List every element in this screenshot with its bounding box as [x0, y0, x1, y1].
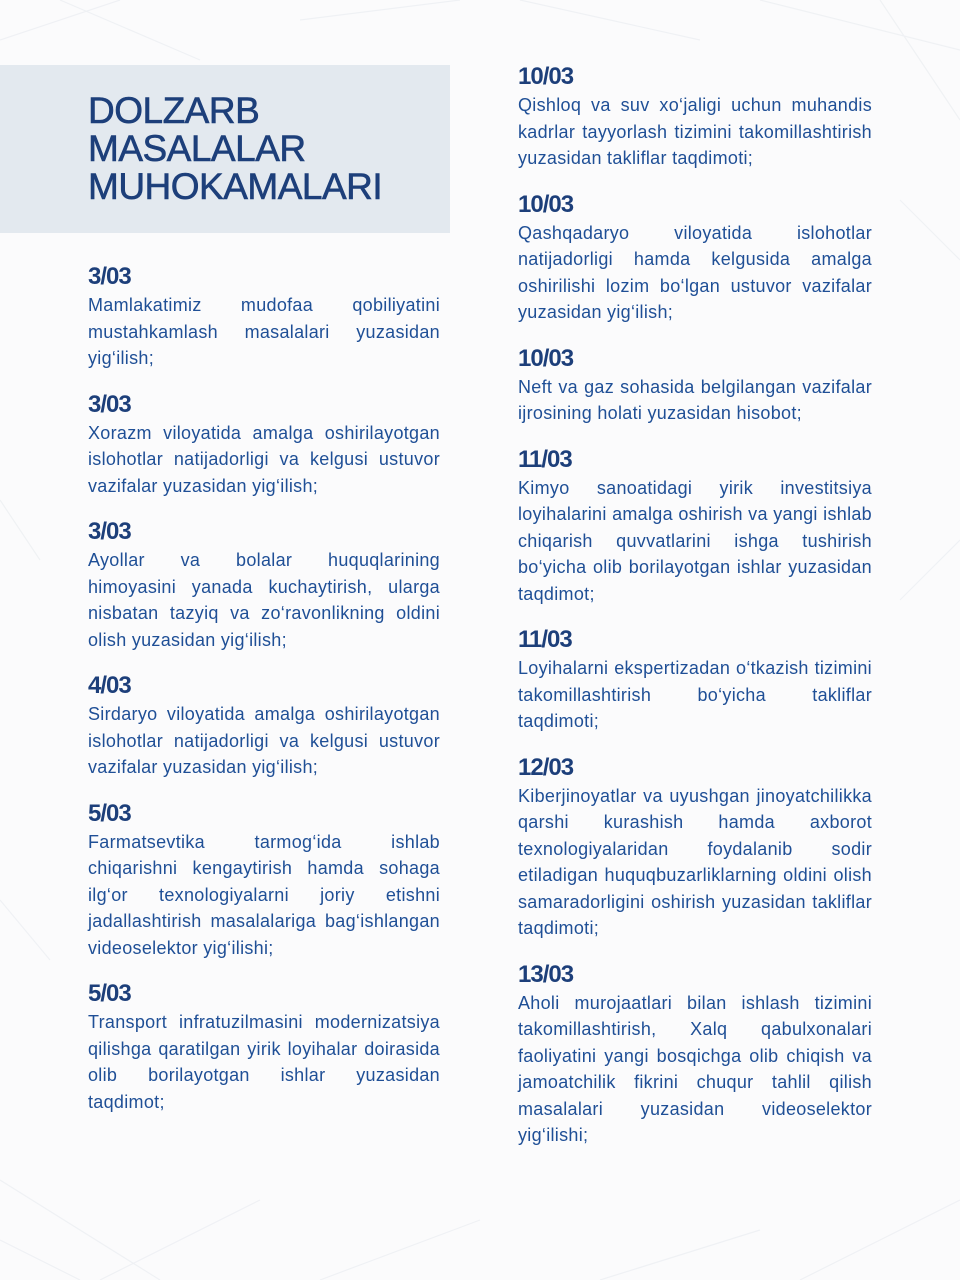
event-text: Aholi murojaatlari bilan ishlash tizimini takomillashtirish, Xalq qabulxonalari faoliyatini yangi bosqichga olib chiqish va jamoatchilik fikrini chuqur tahlil qilish masalalari yuzasidan videoselektor yig‘ilishi;	[518, 992, 872, 1145]
event-item	[88, 799, 440, 962]
event-date: 3/03	[88, 390, 131, 418]
event-date: 11/03	[518, 626, 572, 653]
event-item	[88, 262, 440, 372]
event-date: 4/03	[88, 672, 131, 699]
event-date: 13/03	[518, 960, 574, 988]
event-date: 10/03	[518, 190, 574, 218]
event-date: 12/03	[518, 753, 574, 781]
event-date: 5/03	[88, 980, 131, 1007]
event-item	[518, 445, 872, 608]
event-text: Neft va gaz sohasida belgilangan vazifalar ijrosining holati yuzasidan hisobot;	[518, 376, 872, 423]
event-date: 5/03	[88, 799, 131, 827]
event-text: Kiberjinoyatlar va uyushgan jinoyatchilikka qarshi kurashish hamda axborot texnologiyalaridan foydalanib sodir etiladigan huquqbuzarliklarning oldini olish samaradorligini oshirish yuzasidan takliflar taqdimoti;	[518, 785, 872, 938]
event-date: 3/03	[88, 518, 131, 545]
event-date: 3/03	[88, 263, 131, 290]
event-text: Qashqadaryo viloyatida islohotlar natijadorligi hamda kelgusida amalga oshirilishi lozim bo‘lgan ustuvor vazifalar yuzasidan yig‘ilish;	[518, 222, 872, 322]
event-date: 10/03	[518, 63, 574, 90]
event-item	[88, 390, 440, 500]
right-column	[518, 62, 872, 1167]
event-item	[88, 979, 440, 1115]
title-line: MUHOKAMALARI	[88, 166, 383, 207]
event-text: Ayollar va bolalar huquqlarining himoyasini yanada kuchaytirish, ularga nisbatan tazyiq va zo‘ravonlikning oldini olish yuzasidan yig‘ilish;	[88, 550, 440, 650]
event-item	[518, 960, 872, 1149]
event-item	[518, 625, 872, 735]
event-text: Loyihalarni ekspertizadan o‘tkazish tizimini takomillashtirish bo‘yicha takliflar taqdimoti;	[518, 658, 872, 731]
event-item	[88, 517, 440, 653]
title-line: MASALALAR	[88, 128, 306, 169]
page-title	[88, 92, 382, 206]
event-text: Mamlakatimiz mudofaa qobiliyatini mustahkamlash masalalari yuzasidan yig‘ilish;	[88, 295, 440, 368]
event-text: Farmatsevtika tarmog‘ida ishlab chiqarishni kengaytirish hamda sohaga ilg‘or texnologiyalarni joriy etishni jadallashtirish masalalariga bag‘ishlangan videoselektor yig‘ilishi;	[88, 831, 440, 958]
event-text: Transport infratuzilmasini modernizatsiya qilishga qaratilgan yirik loyihalar doirasida olib borilayotgan ishlar yuzasidan taqdimot;	[88, 1012, 440, 1112]
event-text: Xorazm viloyatida amalga oshirilayotgan islohotlar natijadorligi va kelgusi ustuvor vazifalar yuzasidan yig‘ilish;	[88, 422, 440, 496]
event-item	[518, 753, 872, 942]
event-item	[518, 344, 872, 427]
event-text: Sirdaryo viloyatida amalga oshirilayotgan islohotlar natijadorligi va kelgusi ustuvor vazifalar yuzasidan yig‘ilish;	[88, 704, 440, 777]
event-date: 10/03	[518, 344, 574, 372]
event-date: 11/03	[518, 445, 572, 473]
event-text: Kimyo sanoatidagi yirik investitsiya loyihalarini amalga oshirish va yangi ishlab chiqarish quvvatlarini ishga tushirish bo‘yicha olib borilayotgan ishlar yuzasidan taqdimot;	[518, 477, 872, 604]
event-item	[518, 62, 872, 172]
title-line: DOLZARB	[88, 90, 260, 131]
event-text: Qishloq va suv xo‘jaligi uchun muhandis kadrlar tayyorlash tizimini takomillashtirish yuzasidan takliflar taqdimoti;	[518, 95, 872, 168]
event-item	[518, 190, 872, 326]
event-item	[88, 671, 440, 781]
left-column	[88, 262, 440, 1133]
